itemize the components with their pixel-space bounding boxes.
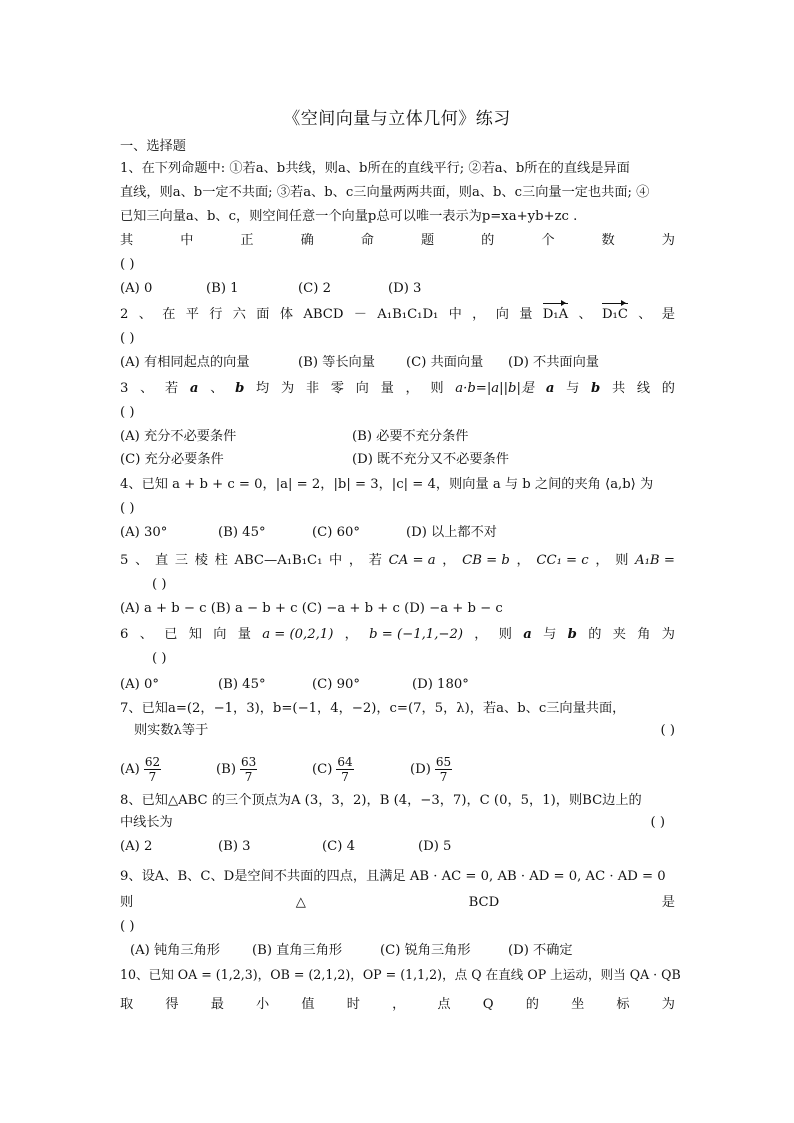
option-c[interactable]	[312, 755, 410, 784]
option-b[interactable]: (B) 直角三角形	[252, 943, 343, 958]
text-fragment: 为	[661, 627, 675, 642]
text-fragment: 中	[329, 553, 343, 568]
math-symbol: b	[567, 627, 577, 642]
section-heading: 一、选择题	[120, 139, 186, 154]
text-fragment: 62	[144, 754, 161, 769]
text-fragment: 6	[120, 627, 129, 642]
fraction	[435, 755, 452, 784]
text-fragment: 、	[139, 627, 153, 642]
text-fragment: ，	[442, 553, 456, 568]
text-fragment: 的	[588, 627, 602, 642]
text-fragment: 命	[360, 233, 374, 248]
q9-options	[130, 942, 675, 960]
text-fragment: 标	[616, 997, 630, 1012]
text-fragment: 若	[368, 553, 382, 568]
text-fragment: ，	[474, 627, 488, 642]
q2-line1	[120, 306, 675, 324]
q3-answer-paren: ( )	[120, 405, 135, 420]
option-c[interactable]: (C) 充分必要条件	[120, 452, 224, 467]
text-fragment: BCD	[468, 895, 500, 910]
vector-cc1: CC₁ = c	[536, 553, 589, 568]
text-fragment: －	[353, 307, 367, 322]
text-fragment: A₁B₁C₁D₁	[377, 307, 439, 322]
text-fragment: 中线长为	[120, 815, 173, 830]
text-fragment: 则	[120, 895, 134, 910]
text-fragment: 、	[210, 381, 224, 396]
text-fragment: (D)	[410, 761, 431, 777]
vector-a1b: A₁B =	[635, 553, 675, 568]
text-fragment: 7	[439, 769, 448, 784]
option-d[interactable]: (D) 5	[418, 839, 452, 854]
q1-line2: 直线，则a、b一定不共面; ③若a、b、c三向量两两共面，则a、b、c三向量一定也共面; ④	[120, 185, 650, 200]
text-fragment: ，	[392, 997, 406, 1012]
text-fragment: 则	[498, 627, 512, 642]
option-a[interactable]: (A) 30°	[120, 525, 168, 540]
math-symbol: a	[523, 627, 532, 642]
text-fragment: 、	[138, 307, 152, 322]
fraction	[144, 755, 161, 784]
text-fragment: 小	[256, 997, 270, 1012]
q9-line1: 9、设A、B、C、D是空间不共面的四点，且满足 AB · AC = 0, AB · AD = 0, AC · AD = 0	[120, 869, 666, 884]
q2-options	[120, 354, 675, 372]
q6-line1	[120, 626, 675, 644]
text-fragment: 若	[165, 381, 179, 396]
text-fragment: 量	[380, 381, 394, 396]
text-fragment: ，	[516, 553, 530, 568]
text-fragment: 与	[543, 627, 557, 642]
option-c[interactable]: (C) 4	[322, 839, 355, 854]
q8-answer-paren: ( )	[650, 815, 665, 830]
text-fragment: ABCD	[303, 307, 344, 322]
q9-line2	[120, 894, 675, 912]
text-fragment: 在	[162, 307, 176, 322]
text-fragment: 棱	[194, 553, 208, 568]
option-c[interactable]: (C) 锐角三角形	[380, 943, 471, 958]
text-fragment: 64	[337, 754, 353, 769]
text-fragment: 向	[495, 307, 509, 322]
text-fragment: 则	[430, 381, 444, 396]
text-fragment: ABC—A₁B₁C₁	[234, 553, 323, 568]
text-fragment: 为	[280, 381, 295, 396]
option-a[interactable]: (A) a + b − c	[120, 601, 207, 616]
text-fragment: 数	[601, 233, 615, 248]
q9-answer-paren: ( )	[120, 919, 135, 934]
option-a[interactable]: (A) 钝角三角形	[130, 943, 220, 958]
text-fragment: 值	[301, 997, 315, 1012]
text-fragment: 共	[611, 381, 626, 396]
text-fragment: 体	[279, 307, 293, 322]
text-fragment: 2	[120, 307, 129, 322]
text-fragment: 量	[237, 627, 251, 642]
math-symbol: a	[189, 381, 199, 396]
text-fragment: 是	[661, 307, 675, 322]
option-d[interactable]: (D) 3	[388, 281, 422, 296]
option-c[interactable]: (C) 60°	[312, 525, 360, 540]
text-fragment: 时	[346, 997, 360, 1012]
text-fragment: ，	[348, 553, 363, 568]
q6-answer-paren: ( )	[152, 651, 167, 666]
math-symbol: a·b=|a||b|是	[455, 381, 535, 396]
option-d[interactable]: (D) 既不充分又不必要条件	[352, 452, 509, 467]
option-b[interactable]: (B) 3	[218, 839, 251, 854]
text-fragment: 个	[541, 233, 555, 248]
text-fragment: ，	[405, 381, 419, 396]
option-a[interactable]: (A) 有相同起点的向量	[120, 355, 250, 370]
text-fragment: Q	[482, 997, 494, 1012]
text-fragment: 三	[174, 553, 189, 568]
text-fragment: 柱	[214, 553, 228, 568]
text-fragment: 得	[165, 997, 179, 1012]
text-fragment: 行	[209, 307, 223, 322]
math-symbol: a	[545, 381, 555, 396]
text-fragment: 是	[661, 895, 675, 910]
q5-options	[120, 600, 675, 618]
text-fragment: 其	[120, 233, 134, 248]
option-c[interactable]: (C) 90°	[312, 677, 360, 692]
text-fragment: 点	[437, 997, 451, 1012]
page-title: 《空间向量与立体几何》练习	[283, 109, 511, 129]
q8-line1: 8、已知△ABC 的三个顶点为A (3，3，2)，B (4，−3，7)，C (0，5，1)，则BC边上的	[120, 793, 642, 808]
text-fragment: 与	[566, 381, 580, 396]
option-d[interactable]	[410, 755, 452, 784]
text-fragment: 非	[305, 381, 320, 396]
option-d[interactable]: (D) 以上都不对	[406, 525, 497, 540]
text-fragment: 、	[578, 307, 592, 322]
text-fragment: ，	[344, 627, 358, 642]
vector-d1c: D₁C	[601, 307, 628, 322]
q1-answer-paren: ( )	[120, 257, 135, 272]
q4-answer-paren: ( )	[120, 501, 135, 516]
fraction	[240, 755, 257, 784]
vector-cb: CB = b	[462, 553, 510, 568]
q10-line1: 10、已知 OA = (1,2,3)，OB = (2,1,2)，OP = (1,1,2)，点 Q 在直线 OP 上运动，则当 QA · QB	[120, 967, 681, 982]
text-fragment: 、	[135, 553, 149, 568]
text-fragment: 、	[638, 307, 652, 322]
text-fragment: ，	[472, 307, 486, 322]
q7-options	[120, 752, 675, 786]
text-fragment: 坐	[571, 997, 585, 1012]
q8-line2	[120, 814, 675, 832]
q4-line1: 4、已知 a + b + c = 0，|a| = 2，|b| = 3，|c| = 4，则向量 a 与 b 之间的夹角 ⟨a,b⟩ 为	[120, 477, 654, 492]
option-b[interactable]: (B) a − b + c	[210, 601, 298, 616]
text-fragment: 向	[213, 627, 227, 642]
option-a[interactable]: (A) 充分不必要条件	[120, 429, 237, 444]
text-fragment: 3	[120, 381, 129, 396]
text-fragment: 中	[448, 307, 462, 322]
q1-line4	[120, 232, 675, 250]
option-c[interactable]: (C) 2	[298, 281, 331, 296]
text-fragment: 平	[185, 307, 199, 322]
option-b[interactable]	[216, 755, 312, 784]
text-fragment: △	[295, 895, 306, 910]
q7-line1: 7、已知a=(2，−1，3)，b=(−1，4，−2)，c=(7，5，λ)，若a、b、c三向量共面，	[120, 701, 626, 716]
text-fragment: 为	[661, 997, 675, 1012]
text-fragment: 取	[120, 997, 134, 1012]
text-fragment: 向	[355, 381, 369, 396]
text-fragment: (B)	[216, 761, 236, 777]
text-fragment: 7	[244, 769, 253, 784]
text-fragment: 的	[661, 381, 675, 396]
text-fragment: 量	[519, 307, 533, 322]
q5-answer-paren: ( )	[152, 577, 167, 592]
option-d[interactable]: (D) −a + b − c	[404, 601, 503, 616]
option-c[interactable]: (C) −a + b + c	[301, 601, 400, 616]
text-fragment: 直	[154, 553, 169, 568]
option-a[interactable]: (A) 0	[120, 281, 153, 296]
q3-line1	[120, 380, 675, 398]
text-fragment: 已	[164, 627, 178, 642]
vector-d1a: D₁A	[542, 307, 569, 322]
text-fragment: 65	[435, 754, 452, 769]
fraction	[336, 755, 353, 784]
text-fragment: 63	[240, 754, 257, 769]
text-fragment: 六	[232, 307, 246, 322]
q10-line2	[120, 996, 675, 1014]
q3-options-row2	[120, 451, 675, 469]
text-fragment: 确	[300, 233, 314, 248]
option-a[interactable]: (A) 2	[120, 839, 153, 854]
option-b[interactable]: (B) 45°	[218, 677, 266, 692]
q1-options	[120, 280, 675, 298]
text-fragment: 7	[341, 769, 349, 784]
text-fragment: 的	[481, 233, 495, 248]
text-fragment: 线	[636, 381, 651, 396]
option-d[interactable]: (D) 不确定	[508, 943, 573, 958]
math-symbol: a = (0,2,1)	[262, 627, 334, 642]
text-fragment: 5	[120, 553, 129, 568]
text-fragment: 夹	[612, 627, 626, 642]
option-b[interactable]: (B) 1	[206, 281, 239, 296]
text-fragment: 正	[240, 233, 254, 248]
text-fragment: 面	[256, 307, 270, 322]
q3-options-row1	[120, 428, 675, 446]
text-fragment: 则	[615, 553, 629, 568]
option-c[interactable]: (C) 共面向量	[406, 355, 484, 370]
q4-options	[120, 524, 675, 542]
option-b[interactable]: (B) 45°	[218, 525, 266, 540]
option-a[interactable]: (A) 0°	[120, 677, 159, 692]
text-fragment: 角	[637, 627, 651, 642]
text-fragment: ，	[595, 553, 609, 568]
q8-options	[120, 838, 675, 856]
text-fragment: 中	[180, 233, 194, 248]
q1-line3: 已知三向量a、b、c，则空间任意一个向量p总可以唯一表示为p=xa+yb+zc .	[120, 209, 578, 224]
text-fragment: 则实数λ等于	[134, 723, 209, 738]
option-b[interactable]: (B) 必要不充分条件	[352, 429, 469, 444]
text-fragment: 题	[420, 233, 435, 248]
math-symbol: b	[235, 381, 245, 396]
q7-answer-paren: ( )	[660, 723, 675, 738]
option-d[interactable]: (D) 180°	[412, 677, 469, 692]
q6-options	[120, 676, 675, 694]
math-symbol: b	[591, 381, 601, 396]
text-fragment: 最	[210, 997, 224, 1012]
q1-line1: 1、在下列命题中: ①若a、b共线，则a、b所在的直线平行; ②若a、b所在的直线是异面	[120, 161, 630, 176]
text-fragment: (C)	[312, 761, 333, 777]
text-fragment: 的	[525, 997, 539, 1012]
q2-answer-paren: ( )	[120, 331, 135, 346]
text-fragment: 、	[140, 381, 154, 396]
text-fragment: 知	[188, 627, 202, 642]
q5-line1	[120, 552, 675, 570]
q7-line2	[134, 722, 675, 740]
option-a[interactable]	[120, 755, 216, 784]
text-fragment: 零	[330, 381, 344, 396]
math-symbol: b = (−1,1,−2)	[369, 627, 463, 642]
text-fragment: (A)	[120, 761, 140, 777]
option-d[interactable]: (D) 不共面向量	[508, 355, 599, 370]
vector-ca: CA = a	[388, 553, 436, 568]
text-fragment: 7	[148, 769, 157, 784]
text-fragment: 均	[256, 381, 270, 396]
option-b[interactable]: (B) 等长向量	[298, 355, 375, 370]
text-fragment: 为	[661, 233, 675, 248]
